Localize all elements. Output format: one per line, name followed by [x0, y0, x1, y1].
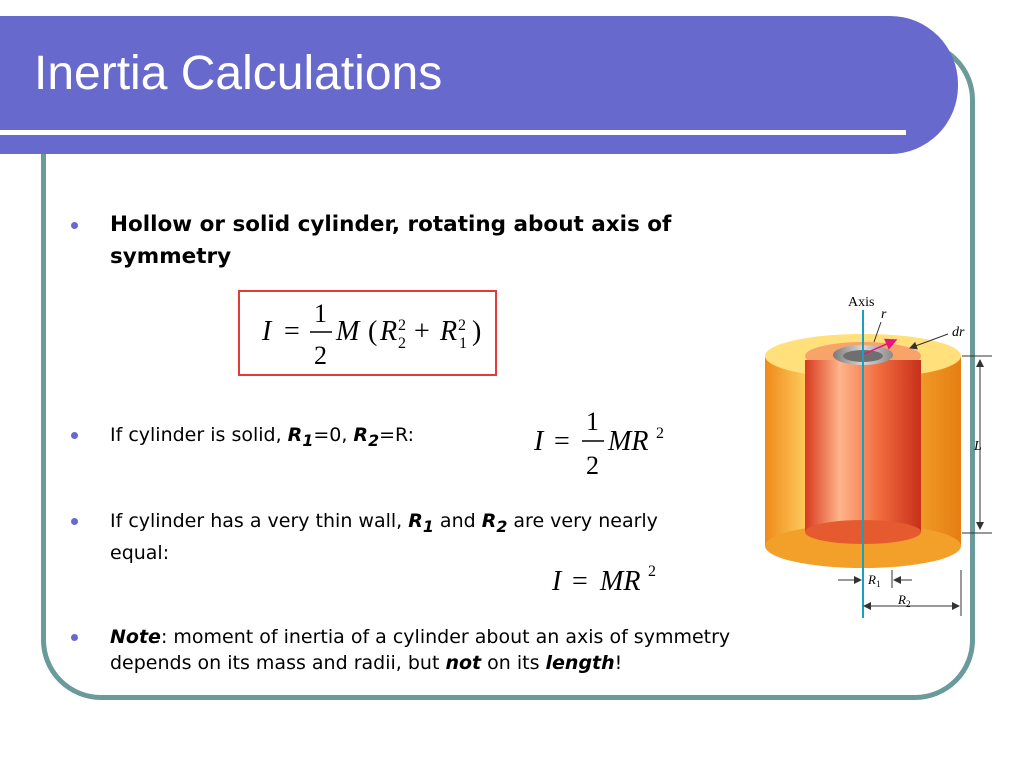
eq-symbol-M: M	[336, 316, 360, 347]
eq-R2-superscript: 2	[398, 317, 406, 334]
eq-R1-superscript: 2	[458, 317, 466, 334]
equation-hollow-cylinder	[240, 292, 495, 374]
bullet-text-hollow-solid: Hollow or solid cylinder, rotating about axis of symmetry	[110, 212, 672, 269]
R1-label	[867, 572, 880, 589]
bullet-thin-R1: R	[408, 510, 423, 532]
bullet-solid-text-2: =0,	[313, 424, 354, 446]
bullet-thin-text-1: If cylinder has a very thin wall,	[110, 510, 409, 532]
bullet-solid-R2-sub: 2	[368, 430, 380, 450]
eq-solid-equals: =	[554, 426, 570, 457]
bullet-dot	[71, 432, 78, 439]
eq-solid-I: I	[534, 426, 544, 457]
eq-equals: =	[284, 316, 300, 347]
eq-plus: +	[414, 316, 430, 347]
axis-label: Axis	[848, 295, 875, 310]
bullet-thin-R1-sub: 1	[422, 516, 434, 536]
note-text-3: !	[614, 652, 623, 674]
bullet-solid-R1-sub: 1	[302, 430, 314, 450]
bullet-thin-text-3: are very nearly equal:	[110, 510, 658, 564]
R1-label-subscript: 1	[875, 579, 881, 589]
bullet-dot	[71, 222, 78, 229]
eq-symbol-R2: R	[380, 316, 398, 347]
dr-label: dr	[952, 325, 965, 340]
note-text-1: : moment of inertia of a cylinder about an axis of symmetry depends on its mass and radii, but	[110, 626, 731, 674]
slide-title: Inertia Calculations	[34, 47, 443, 100]
R2-label	[897, 592, 910, 609]
bullet-solid-text-3: =R:	[379, 424, 415, 446]
cylinder-figure	[760, 288, 1000, 628]
eq-solid-denominator: 2	[586, 451, 599, 480]
bullet-dot	[71, 518, 78, 525]
eq-solid-numerator: 1	[586, 407, 599, 436]
note-text-2: on its	[481, 652, 546, 674]
bullet-text-solid-cylinder	[110, 422, 530, 454]
eq-left-paren: (	[368, 316, 378, 347]
eq-thin-I: I	[552, 566, 562, 597]
eq-R2-subscript: 2	[398, 335, 406, 352]
R2-label-base: R	[898, 592, 906, 607]
eq-thin-equals: =	[572, 566, 588, 597]
R1-label-base: R	[868, 572, 876, 587]
bullet-solid-R2: R	[353, 424, 369, 446]
L-label: L	[974, 439, 982, 454]
title-underline	[0, 130, 906, 135]
bullet-solid-text-1: If cylinder is solid,	[110, 424, 288, 446]
eq-solid-superscript: 2	[656, 425, 664, 442]
equation-thin-wall	[548, 556, 678, 600]
eq-solid-MR: MR	[608, 426, 649, 457]
equation-solid-cylinder	[530, 400, 680, 484]
bullet-thin-R2: R	[481, 510, 497, 532]
eq-symbol-R1: R	[440, 316, 458, 347]
eq-thin-superscript: 2	[648, 563, 656, 580]
eq-thin-MR: MR	[600, 566, 641, 597]
R2-label-subscript: 2	[905, 599, 911, 609]
note-not: not	[445, 652, 482, 674]
bullet-thin-R2-sub: 2	[496, 516, 508, 536]
eq-R1-subscript: 1	[459, 335, 467, 352]
r-label: r	[881, 307, 887, 322]
bullet-text-note	[110, 624, 750, 676]
bullet-solid-R1: R	[287, 424, 303, 446]
bullet-dot	[71, 634, 78, 641]
eq-denominator: 2	[314, 341, 327, 370]
eq-numerator: 1	[314, 299, 327, 328]
note-label: Note	[110, 626, 161, 648]
eq-right-paren: )	[472, 316, 482, 347]
bullet-thin-text-2: and	[433, 510, 482, 532]
note-length: length	[545, 652, 615, 674]
eq-symbol-I: I	[262, 316, 272, 347]
